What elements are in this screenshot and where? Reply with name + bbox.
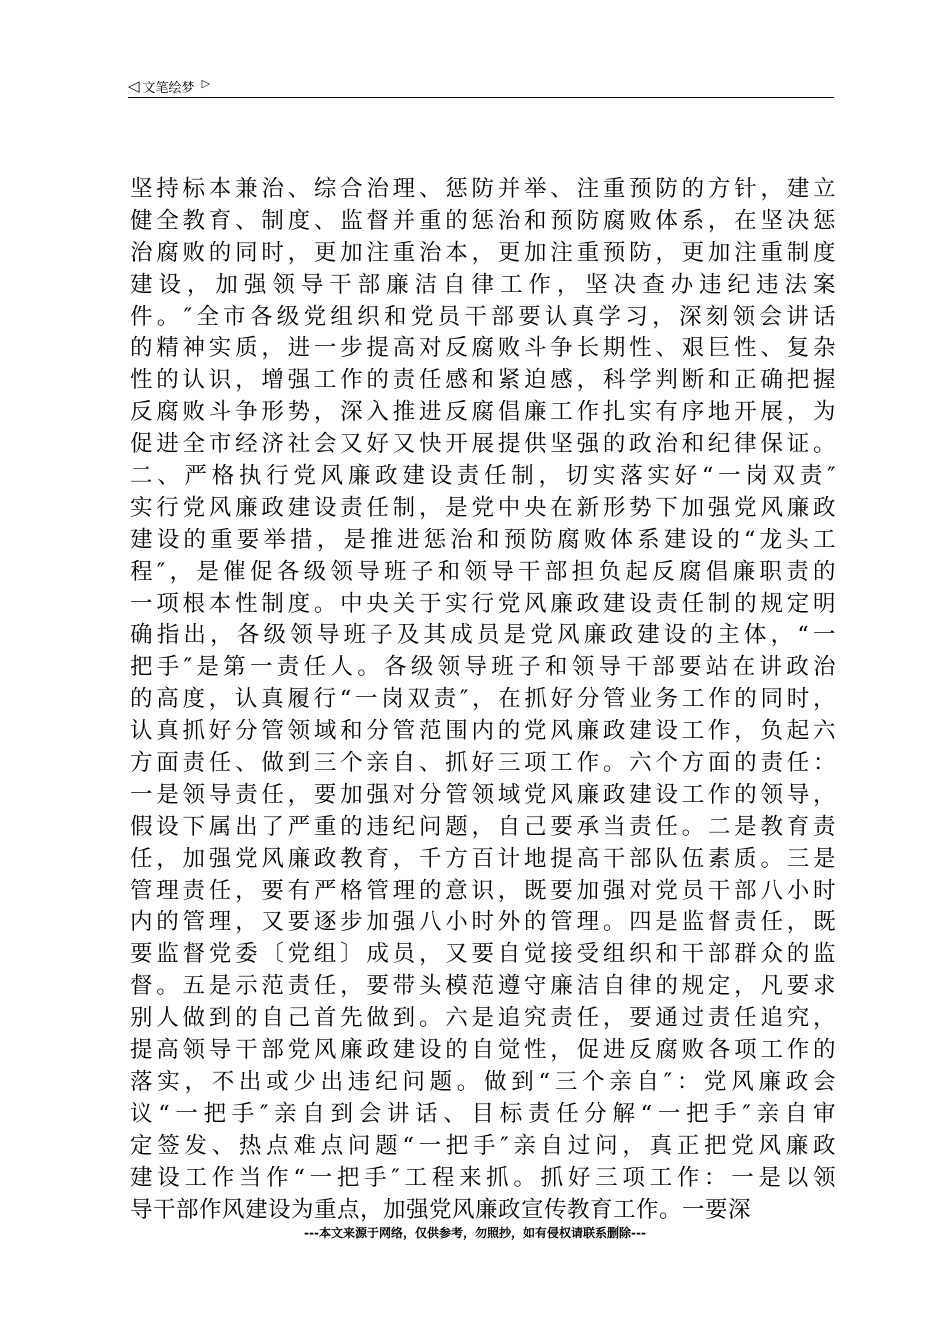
text-line: 一项根本性制度。中央关于实行党风廉政建设责任制的规定明 xyxy=(130,590,836,617)
text-line: 建设工作当作“一把手″工程来抓。抓好三项工作：一是以领 xyxy=(130,1164,836,1191)
text-line: 方面责任、做到三个亲自、抓好三项工作。六个方面的责任： xyxy=(130,750,836,777)
text-line: 建设，加强领导干部廉洁自律工作，坚决查办违纪违法案 xyxy=(130,271,836,298)
text-line: 反腐败斗争形势，深入推进反腐倡廉工作扎实有序地开展，为 xyxy=(130,399,836,426)
text-line: 健全教育、制度、监督并重的惩治和预防腐败体系，在坚决惩 xyxy=(130,207,836,234)
text-line: 要监督党委〔党组〕成员，又要自觉接受组织和干部群众的监 xyxy=(130,941,836,968)
triangle-left-icon: ◁ xyxy=(128,76,140,95)
text-line: 二、严格执行党风廉政建设责任制，切实落实好“一岗双责″ xyxy=(130,463,836,490)
header-title: 文笔绘梦 xyxy=(142,80,195,96)
text-line: 导干部作风建设为重点，加强党风廉政宣传教育工作。一要深 xyxy=(130,1196,752,1223)
text-line: 内的管理，又要逐步加强八小时外的管理。四是监督责任，既 xyxy=(130,909,836,936)
text-line: 任，加强党风廉政教育，千方百计地提高干部队伍素质。三是 xyxy=(130,845,836,872)
text-line: 坚持标本兼治、综合治理、惩防并举、注重预防的方针，建立 xyxy=(130,176,836,202)
text-line: 确指出，各级领导班子及其成员是党风廉政建设的主体，“一 xyxy=(130,622,836,649)
triangle-right-icon: ▷ xyxy=(201,76,211,90)
text-line: 假设下属出了严重的违纪问题，自己要承当责任。二是教育责 xyxy=(130,813,836,840)
text-line: 把手″是第一责任人。各级领导班子和领导干部要站在讲政治 xyxy=(130,654,836,681)
text-line: 管理责任，要有严格管理的意识，既要加强对党员干部八小时 xyxy=(130,877,836,904)
text-line: 提高领导干部党风廉政建设的自觉性，促进反腐败各项工作的 xyxy=(130,1037,836,1064)
body-text xyxy=(130,174,836,1226)
text-line: 的高度，认真履行“一岗双责″，在抓好分管业务工作的同时， xyxy=(130,686,836,713)
text-line: 别人做到的自己首先做到。六是追究责任，要通过责任追究， xyxy=(130,1005,836,1032)
text-line: 议“一把手″亲自到会讲话、目标责任分解“一把手″亲自审 xyxy=(130,1100,836,1127)
text-line: 程″，是催促各级领导班子和领导干部担负起反腐倡廉职责的 xyxy=(130,558,836,585)
text-line: 实行党风廉政建设责任制，是党中央在新形势下加强党风廉政 xyxy=(130,494,836,521)
text-line: 件。″全市各级党组织和党员干部要认真学习，深刻领会讲话 xyxy=(130,303,836,330)
text-line: 促进全市经济社会又好又快开展提供坚强的政治和纪律保证。 xyxy=(130,431,836,458)
text-line: 一是领导责任，要加强对分管领域党风廉政建设工作的领导， xyxy=(130,781,836,808)
text-line: 定签发、热点难点问题“一把手″亲自过问，真正把党风廉政 xyxy=(130,1132,836,1159)
text-line: 治腐败的同时，更加注重治本，更加注重预防，更加注重制度 xyxy=(130,239,836,266)
text-line: 建设的重要举措，是推进惩治和预防腐败体系建设的“龙头工 xyxy=(130,526,836,553)
footer-disclaimer: ---本文来源于网络，仅供参考，勿照抄，如有侵权请联系删除--- xyxy=(304,1226,646,1240)
text-line: 的精神实质，进一步提高对反腐败斗争长期性、艰巨性、复杂 xyxy=(130,335,836,362)
text-line: 落实，不出或少出违纪问题。做到“三个亲自″：党风廉政会 xyxy=(130,1068,836,1095)
header-rule xyxy=(128,97,834,98)
text-line: 督。五是示范责任，要带头模范遵守廉洁自律的规定，凡要求 xyxy=(130,973,836,1000)
page-header xyxy=(128,76,834,96)
text-line: 认真抓好分管领域和分管范围内的党风廉政建设工作，负起六 xyxy=(130,718,836,745)
text-line: 性的认识，增强工作的责任感和紧迫感，科学判断和正确把握 xyxy=(130,367,836,394)
